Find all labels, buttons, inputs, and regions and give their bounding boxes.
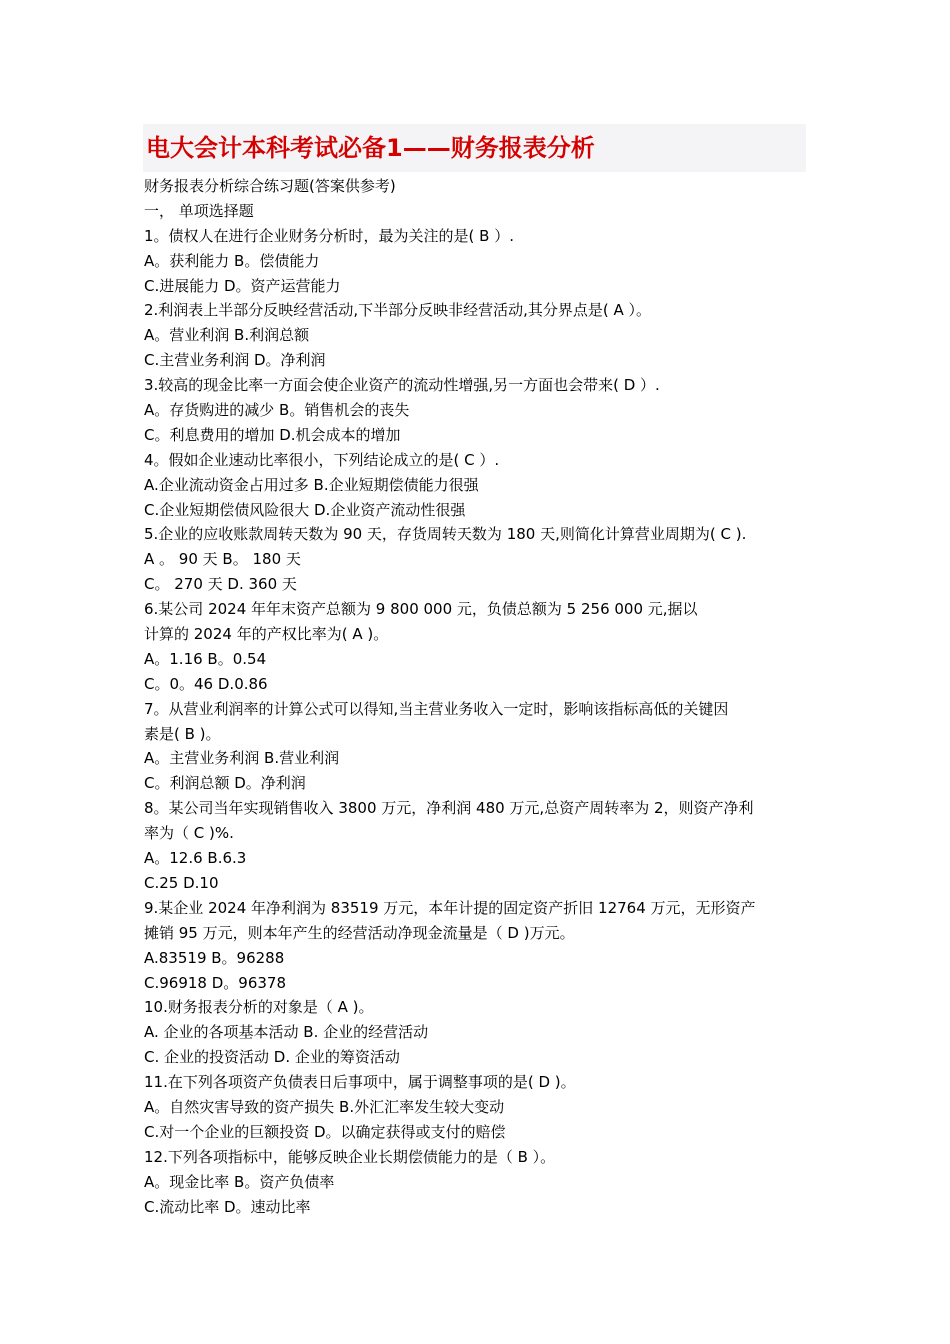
question-line: 2.利润表上半部分反映经营活动,下半部分反映非经营活动,其分界点是( A ）。	[144, 301, 652, 320]
option-line: A 。 90 天 B。 180 天	[144, 550, 301, 569]
option-line: A. 企业的各项基本活动 B. 企业的经营活动	[144, 1023, 429, 1042]
option-line: A.83519 B。96288	[144, 948, 285, 967]
option-line: C.96918 D。96378	[144, 973, 286, 992]
question-line-continued: 摊销 95 万元，则本年产生的经营活动净现金流量是（ D )万元。	[144, 923, 575, 942]
option-line: C。0。46 D.0.86	[144, 674, 268, 693]
option-line: A.企业流动资金占用过多 B.企业短期偿债能力很强	[144, 475, 479, 494]
question-line-continued: 计算的 2024 年的产权比率为( A )。	[144, 625, 389, 644]
option-line: C。利润总额 D。净利润	[144, 774, 306, 793]
option-line: A。12.6 B.6.3	[144, 849, 247, 868]
option-line: A。存货购进的减少 B。销售机会的丧失	[144, 401, 410, 420]
option-line: C.进展能力 D。资产运营能力	[144, 276, 341, 295]
option-line: A。1.16 B。0.54	[144, 649, 267, 668]
section-heading: 一， 单项选择题	[144, 201, 254, 220]
option-line: A。获利能力 B。偿债能力	[144, 251, 320, 270]
document-title: 电大会计本科考试必备1——财务报表分析	[146, 134, 595, 162]
question-line: 1。债权人在进行企业财务分析时，最为关注的是( B ）.	[144, 226, 514, 245]
option-line: A。主营业务利润 B.营业利润	[144, 749, 340, 768]
option-line: C。利息费用的增加 D.机会成本的增加	[144, 425, 401, 444]
question-line: 10.财务报表分析的对象是（ A )。	[144, 998, 374, 1017]
question-line: 12.下列各项指标中，能够反映企业长期偿债能力的是（ B ）。	[144, 1147, 556, 1166]
option-line: A。自然灾害导致的资产损失 B.外汇汇率发生较大变动	[144, 1097, 505, 1116]
question-line: 6.某公司 2024 年年末资产总额为 9 800 000 元，负债总额为 5 256 000 元,据以	[144, 600, 698, 619]
option-line: C.对一个企业的巨额投资 D。以确定获得或支付的赔偿	[144, 1122, 506, 1141]
option-line: C.企业短期偿债风险很大 D.企业资产流动性很强	[144, 500, 466, 519]
option-line: A。营业利润 B.利润总额	[144, 326, 310, 345]
question-line: 11.在下列各项资产负债表日后事项中，属于调整事项的是( D )。	[144, 1073, 576, 1092]
document-body	[144, 174, 814, 1219]
question-line: 3.较高的现金比率一方面会使企业资产的流动性增强,另一方面也会带来( D ）.	[144, 376, 660, 395]
question-line: 7。从营业利润率的计算公式可以得知,当主营业务收入一定时，影响该指标高低的关键因	[144, 699, 729, 718]
question-line-continued: 率为（ C )%.	[144, 824, 234, 843]
option-line: C.流动比率 D。速动比率	[144, 1197, 311, 1216]
option-line: C。 270 天 D. 360 天	[144, 575, 297, 594]
option-line: C. 企业的投资活动 D. 企业的筹资活动	[144, 1048, 400, 1067]
option-line: A。现金比率 B。资产负债率	[144, 1172, 335, 1191]
question-line: 8。某公司当年实现销售收入 3800 万元，净利润 480 万元,总资产周转率为 2，则资产净利	[144, 799, 754, 818]
question-line: 5.企业的应收账款周转天数为 90 天，存货周转天数为 180 天,则简化计算营业周期为( C ).	[144, 525, 747, 544]
subtitle-line: 财务报表分析综合练习题(答案供参考)	[144, 177, 396, 195]
question-line: 4。假如企业速动比率很小，下列结论成立的是( C ）.	[144, 450, 500, 469]
question-line: 9.某企业 2024 年净利润为 83519 万元，本年计提的固定资产折旧 12764 万元，无形资产	[144, 898, 756, 917]
option-line: C.25 D.10	[144, 873, 219, 892]
option-line: C.主营业务利润 D。净利润	[144, 351, 326, 370]
question-line-continued: 素是( B )。	[144, 724, 221, 743]
